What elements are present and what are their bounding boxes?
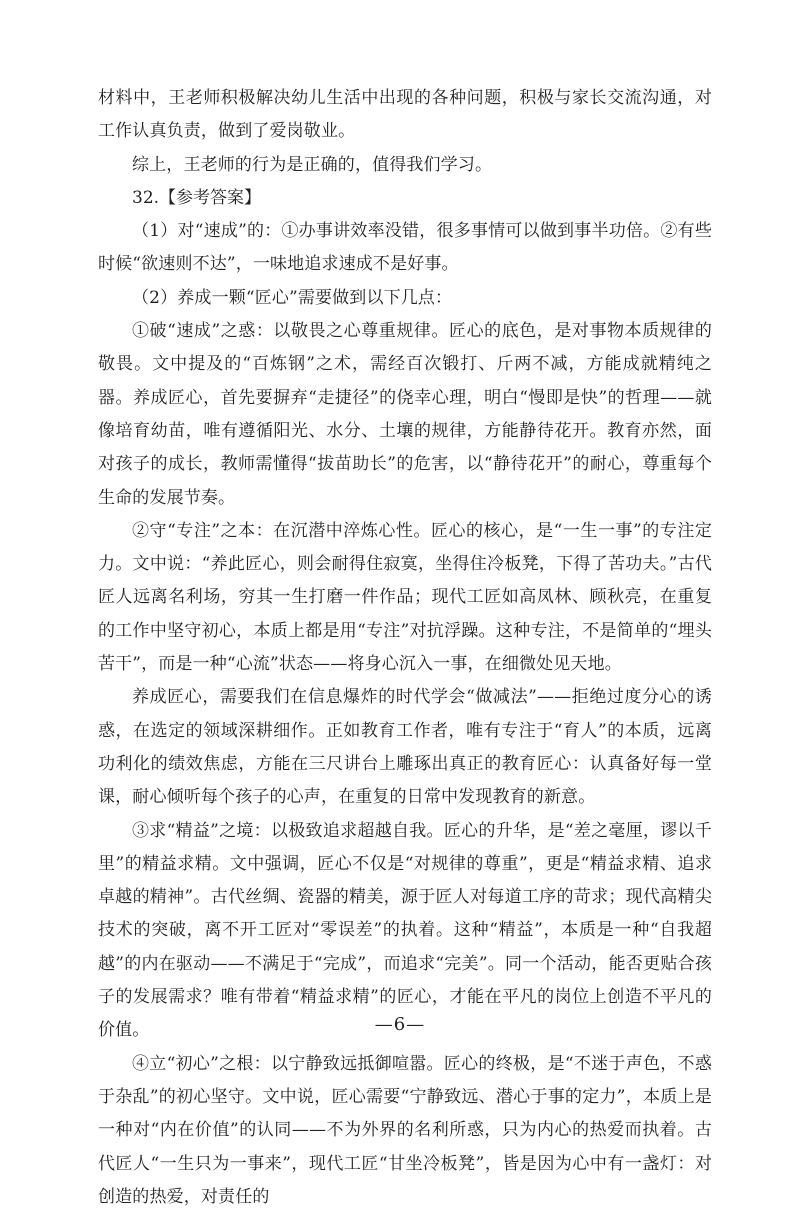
answer-heading: 32.【参考答案】 [132,187,262,208]
page-number: —6— [374,1014,426,1035]
paragraph-6: ①破“速成”之惑：以敬畏之心尊重规律。匠心的底色，是对事物本质规律的敬畏。文中提及的“百炼钢”之术，需经百次锻打、斤两不减，方能成就精纯之器。养成匠心，首先要摒弃“走捷径”的侥幸心理，明白“慢即是快”的哲理——就像培育幼苗，唯有遵循阳光、水分、土壤的规律，方能静待花开。教育亦然，面对孩子的成长，教师需懂得“拔苗助长”的危害，以“静待花开”的耐心，尊重每个生命的发展节奏。 [98,321,712,508]
paragraph-1: 材料中，王老师积极解决幼儿生活中出现的各种问题，积极与家长交流沟通，对工作认真负责，做到了爱岗敬业。 [98,88,712,142]
paragraph-4: （1）对“速成”的：①办事讲效率没错，很多事情可以做到事半功倍。②有些时候“欲速则不达”，一味地追求速成不是好事。 [98,221,712,275]
document-page [98,82,712,1214]
paragraph-10: ④立“初心”之根：以宁静致远抵御喧嚣。匠心的终极，是“不迷于声色，不惑于杂乱”的初心坚守。文中说，匠心需要“宁静致远、潜心于事的定力”，本质上是一种对“内在价值”的认同——不为外界的名利所惑，只为内心的热爱而执着。古代匠人“一生只为一事来”，现代工匠“甘坐冷板凳”，皆是因为心中有一盏灯：对创造的热爱，对责任的 [98,1053,712,1207]
paragraph-8: 养成匠心，需要我们在信息爆炸的时代学会“做减法”——拒绝过度分心的诱惑，在选定的领域深耕细作。正如教育工作者，唯有专注于“育人”的本质，远离功利化的绩效焦虑，方能在三尺讲台上雕琢出真正的教育匠心：认真备好每一堂课，耐心倾听每个孩子的心声，在重复的日常中发现教育的新意。 [98,687,712,808]
paragraph-9: ③求“精益”之境：以极致追求超越自我。匠心的升华，是“差之毫厘，谬以千里”的精益求精。文中强调，匠心不仅是“对规律的尊重”，更是“精益求精、追求卓越的精神”。古代丝绸、瓷器的精美，源于匠人对每道工序的苛求；现代高精尖技术的突破，离不开工匠对“零误差”的执着。这种“精益”，本质是一种“自我超越”的内在驱动——不满足于“完成”，而追求“完美”。同一个活动，能否更贴合孩子的发展需求？唯有带着“精益求精”的匠心，才能在平凡的岗位上创造不平凡的价值。 [98,820,712,1041]
paragraph-7: ②守“专注”之本：在沉潜中淬炼心性。匠心的核心，是“一生一事”的专注定力。文中说：“养此匠心，则会耐得住寂寞，坐得住冷板凳，下得了苦功夫。”古代匠人远离名利场，穷其一生打磨一件作品；现代工匠如高凤林、顾秋亮，在重复的工作中坚守初心，本质上都是用“专注”对抗浮躁。这种专注，不是简单的“埋头苦干”，而是一种“心流”状态——将身心沉入一事，在细微处见天地。 [98,520,712,675]
paragraph-5: （2）养成一颗“匠心”需要做到以下几点： [132,287,453,308]
paragraph-2: 综上，王老师的行为是正确的，值得我们学习。 [132,154,493,175]
